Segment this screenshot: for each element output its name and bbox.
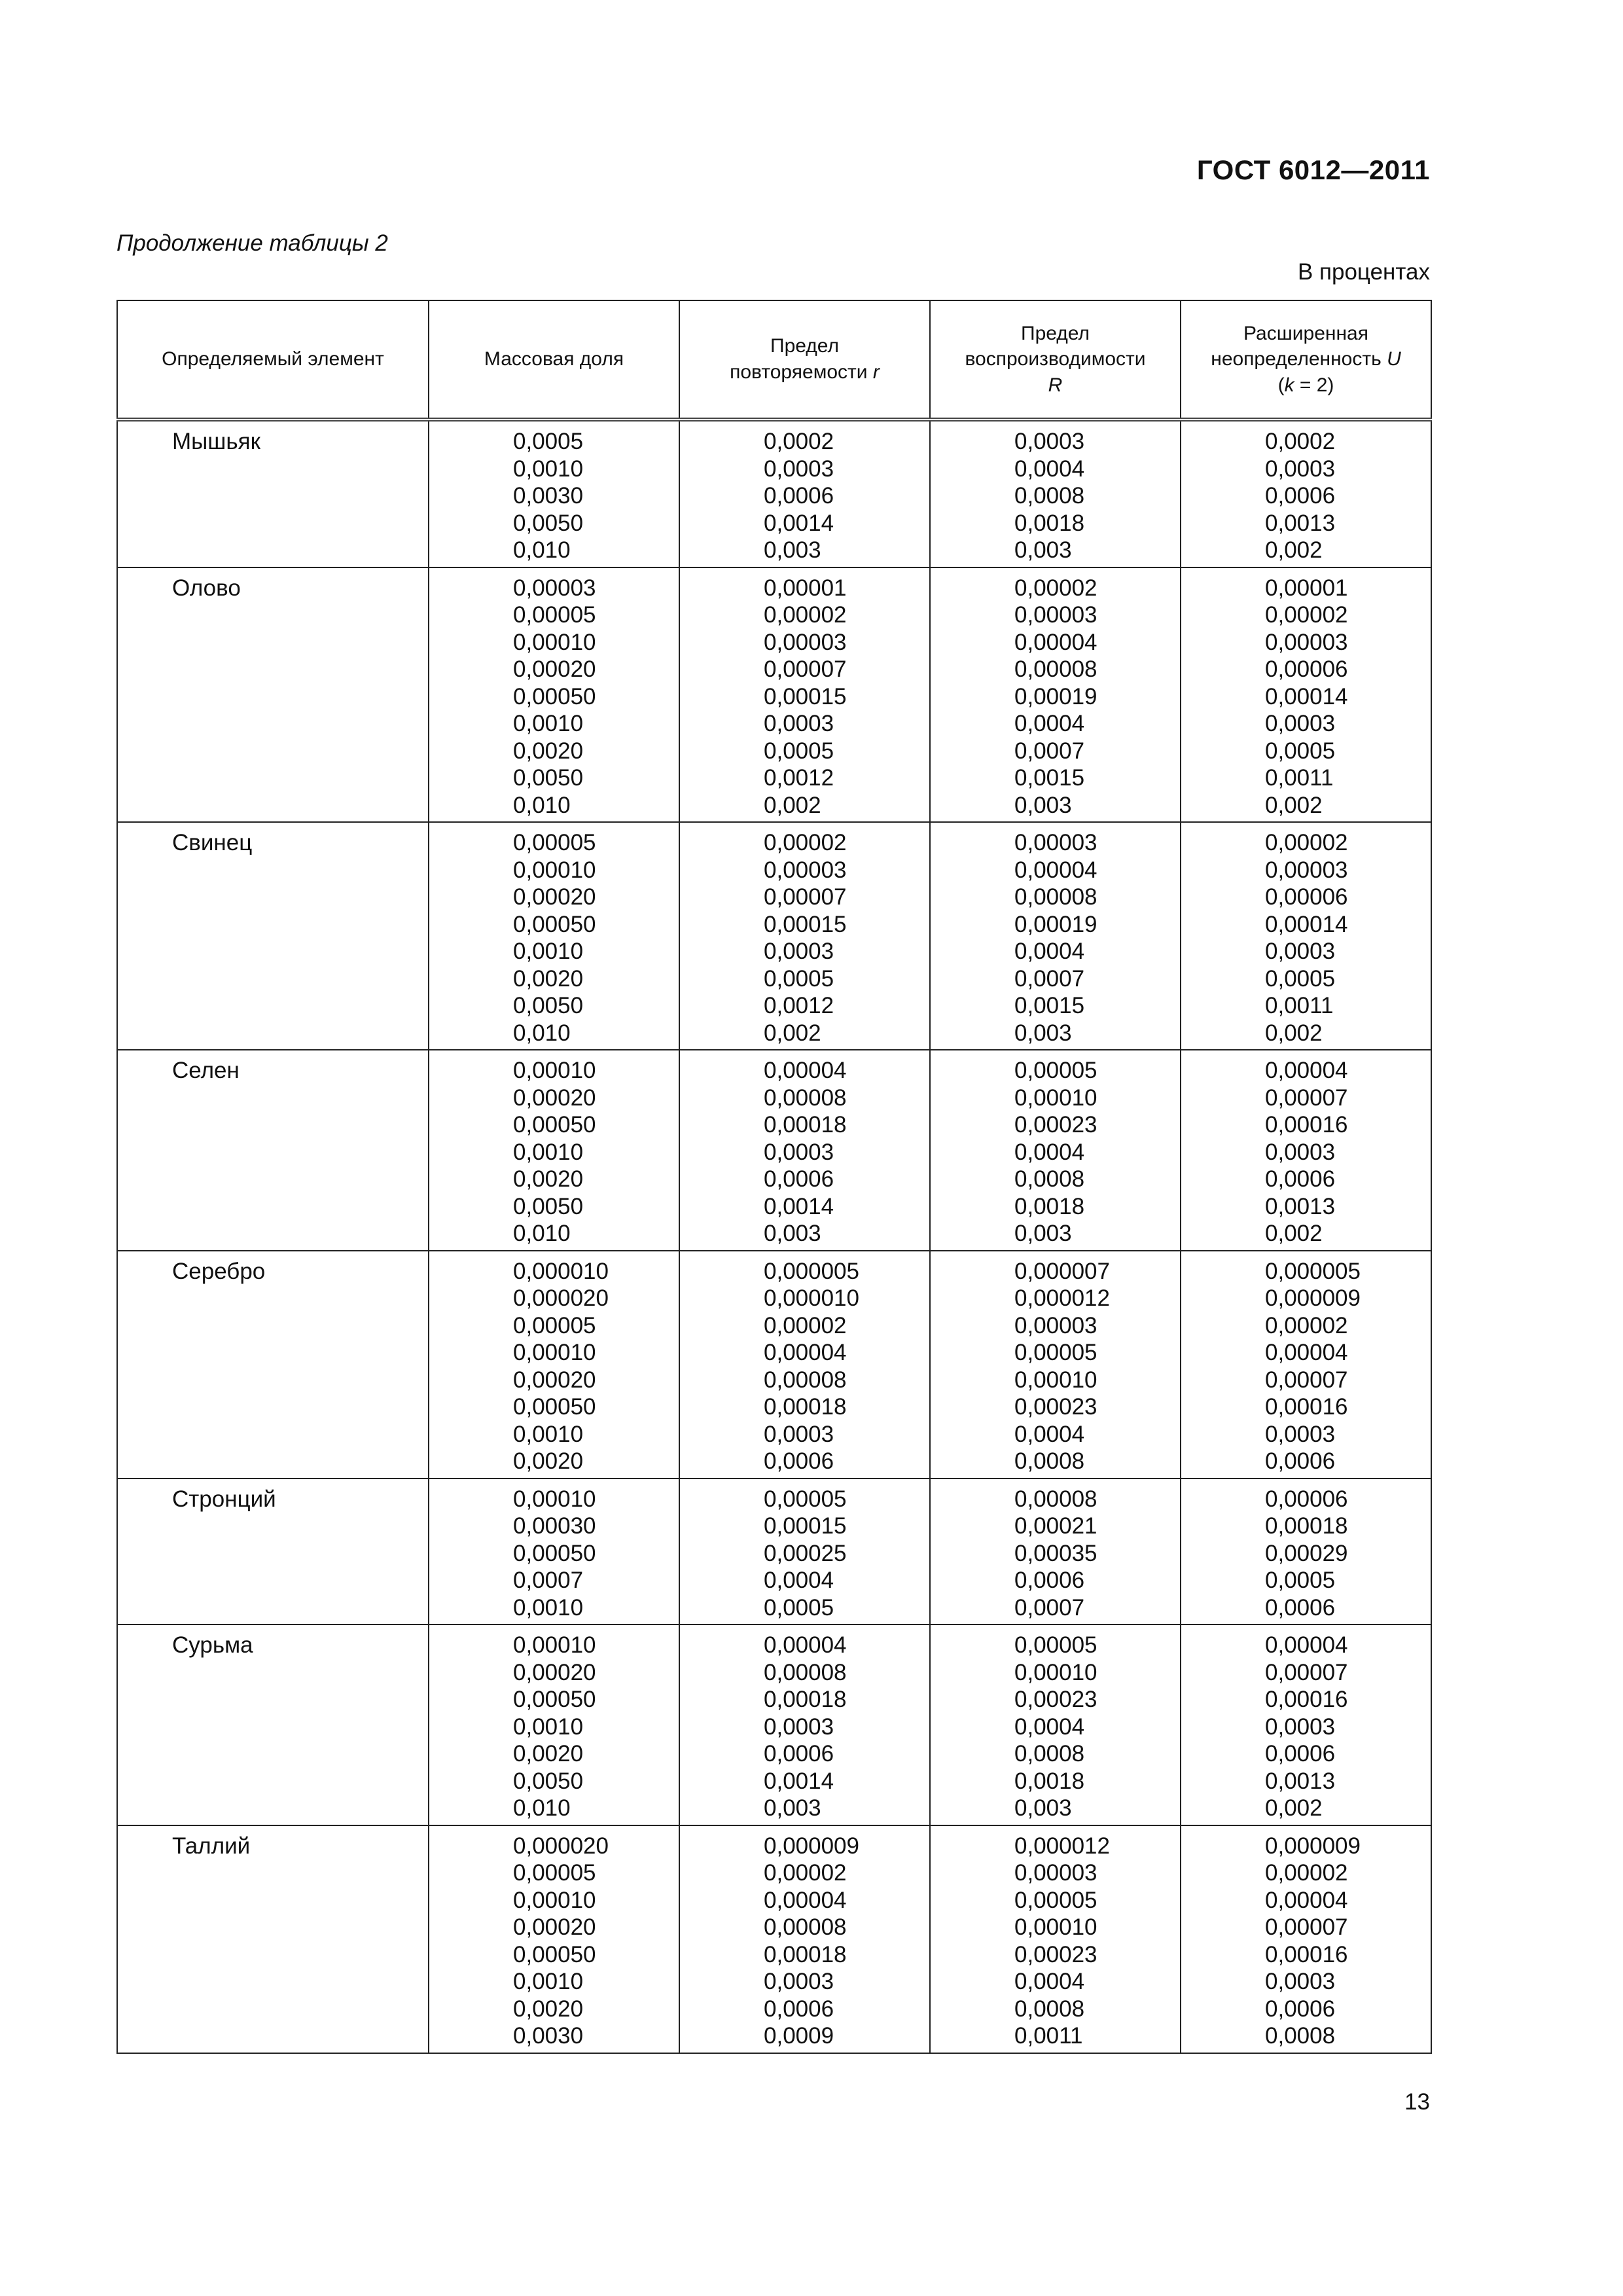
uncertainty-cell	[1181, 1825, 1431, 2053]
element-name: Сурьма	[117, 1624, 429, 1825]
repeatability-value: 0,0004	[764, 1568, 834, 1593]
uncertainty-value: 0,002	[1265, 792, 1323, 818]
mass-fraction-cell	[429, 567, 679, 823]
reproducibility-value: 0,00005	[1014, 1887, 1097, 1913]
reproducibility-value: 0,00010	[1014, 1914, 1097, 1940]
reproducibility-value: 0,0007	[1014, 738, 1085, 764]
uncertainty-value: 0,00014	[1265, 683, 1348, 709]
header-uncertainty-coverage: (k = 2)	[1277, 374, 1334, 396]
mass-fraction-value: 0,00010	[513, 1887, 596, 1913]
uncertainty-value: 0,000009	[1265, 1285, 1361, 1311]
reproducibility-value: 0,00003	[1014, 830, 1097, 855]
uncertainty-value: 0,00004	[1265, 1340, 1348, 1365]
repeatability-value: 0,00025	[764, 1540, 847, 1566]
reproducibility-value: 0,0008	[1014, 1166, 1085, 1192]
uncertainty-value: 0,0005	[1265, 965, 1336, 992]
reproducibility-value: 0,0004	[1014, 939, 1085, 964]
mass-fraction-value: 0,0030	[513, 2023, 584, 2049]
reproducibility-value: 0,00023	[1014, 1941, 1097, 1967]
reproducibility-value: 0,000012	[1014, 1833, 1110, 1859]
table-header-row	[117, 300, 1431, 420]
uncertainty-value: 0,002	[1265, 1020, 1323, 1046]
mass-fraction-value: 0,00050	[513, 1941, 596, 1967]
uncertainty-cell	[1181, 567, 1431, 823]
uncertainty-cell	[1181, 1050, 1431, 1251]
uncertainty-value: 0,000009	[1265, 1833, 1361, 1859]
uncertainty-value: 0,00018	[1265, 1513, 1348, 1539]
reproducibility-value: 0,00021	[1014, 1513, 1097, 1539]
reproducibility-value: 0,0004	[1014, 456, 1085, 482]
repeatability-value: 0,0003	[764, 1421, 834, 1447]
reproducibility-cell	[930, 1050, 1181, 1251]
reproducibility-value: 0,00005	[1014, 1632, 1097, 1658]
mass-fraction-value: 0,0010	[513, 1969, 584, 1994]
reproducibility-value: 0,003	[1014, 792, 1072, 818]
repeatability-value: 0,0003	[764, 1713, 834, 1740]
mass-fraction-value: 0,00050	[513, 1687, 596, 1712]
mass-fraction-value: 0,00020	[513, 656, 596, 682]
header-element-text: Определяемый элемент	[162, 348, 384, 370]
reproducibility-cell	[930, 1251, 1181, 1479]
mass-fraction-value: 0,00010	[513, 857, 596, 883]
mass-fraction-value: 0,00020	[513, 1085, 596, 1111]
uncertainty-value: 0,0006	[1265, 1996, 1336, 2022]
mass-fraction-value: 0,0050	[513, 1193, 584, 1219]
table-row	[117, 567, 1431, 823]
repeatability-cell	[679, 1624, 930, 1825]
reproducibility-cell	[930, 1825, 1181, 2053]
repeatability-value: 0,003	[764, 1221, 821, 1246]
mass-fraction-value: 0,00050	[513, 1112, 596, 1138]
repeatability-value: 0,000005	[764, 1258, 859, 1284]
reproducibility-value: 0,003	[1014, 1020, 1072, 1046]
reproducibility-value: 0,00008	[1014, 656, 1097, 682]
uncertainty-value: 0,00007	[1265, 1659, 1348, 1685]
reproducibility-value: 0,0007	[1014, 1594, 1085, 1621]
table-row	[117, 420, 1431, 567]
repeatability-value: 0,003	[764, 537, 821, 563]
table-row	[117, 1479, 1431, 1625]
element-name: Мышьяк	[117, 420, 429, 567]
reproducibility-value: 0,00004	[1014, 857, 1097, 883]
mass-fraction-value: 0,00005	[513, 602, 596, 628]
uncertainty-value: 0,0006	[1265, 1448, 1336, 1474]
mass-fraction-value: 0,0005	[513, 429, 584, 454]
uncertainty-value: 0,0003	[1265, 1421, 1336, 1447]
header-repeatability-symbol: r	[872, 361, 880, 383]
reproducibility-cell	[930, 420, 1181, 567]
uncertainty-value: 0,00002	[1265, 830, 1348, 855]
mass-fraction-value: 0,00020	[513, 1367, 596, 1393]
uncertainty-value: 0,00029	[1265, 1540, 1348, 1566]
units-note: В процентах	[1297, 259, 1430, 285]
repeatability-value: 0,0012	[764, 765, 834, 791]
mass-fraction-value: 0,000010	[513, 1258, 609, 1284]
reproducibility-value: 0,0004	[1014, 1421, 1085, 1447]
mass-fraction-value: 0,0010	[513, 456, 584, 482]
repeatability-value: 0,0005	[764, 738, 834, 764]
repeatability-value: 0,0003	[764, 1139, 834, 1165]
reproducibility-value: 0,003	[1014, 1221, 1072, 1246]
mass-fraction-value: 0,0010	[513, 1713, 584, 1740]
uncertainty-value: 0,002	[1265, 537, 1323, 563]
table-body	[117, 420, 1431, 2053]
repeatability-value: 0,0003	[764, 711, 834, 736]
uncertainty-value: 0,00014	[1265, 911, 1348, 937]
mass-fraction-value: 0,0020	[513, 1448, 584, 1474]
reproducibility-value: 0,00008	[1014, 884, 1097, 910]
mass-fraction-value: 0,010	[513, 1795, 571, 1821]
reproducibility-value: 0,003	[1014, 1795, 1072, 1821]
uncertainty-value: 0,0006	[1265, 483, 1336, 509]
uncertainty-value: 0,0006	[1265, 1594, 1336, 1621]
reproducibility-value: 0,00003	[1014, 602, 1097, 628]
uncertainty-value: 0,0013	[1265, 1768, 1336, 1794]
mass-fraction-value: 0,0050	[513, 1768, 584, 1794]
uncertainty-cell	[1181, 1624, 1431, 1825]
repeatability-value: 0,00018	[764, 1687, 847, 1712]
repeatability-value: 0,0006	[764, 1996, 834, 2022]
mass-fraction-value: 0,00010	[513, 629, 596, 655]
repeatability-cell	[679, 420, 930, 567]
mass-fraction-value: 0,00050	[513, 1540, 596, 1566]
repeatability-value: 0,0003	[764, 456, 834, 482]
reproducibility-value: 0,00008	[1014, 1486, 1097, 1512]
mass-fraction-value: 0,00010	[513, 1632, 596, 1658]
mass-fraction-value: 0,000020	[513, 1285, 609, 1311]
repeatability-value: 0,0002	[764, 429, 834, 454]
header-uncertainty	[1181, 300, 1431, 420]
repeatability-value: 0,00001	[764, 575, 847, 601]
uncertainty-value: 0,00004	[1265, 1887, 1348, 1913]
uncertainty-value: 0,00006	[1265, 1486, 1348, 1512]
mass-fraction-value: 0,000020	[513, 1833, 609, 1859]
mass-fraction-value: 0,0020	[513, 1996, 584, 2022]
reproducibility-value: 0,0004	[1014, 711, 1085, 736]
reproducibility-value: 0,000012	[1014, 1285, 1110, 1311]
mass-fraction-cell	[429, 1050, 679, 1251]
repeatability-value: 0,00002	[764, 1860, 847, 1886]
mass-fraction-cell	[429, 1624, 679, 1825]
mass-fraction-value: 0,00020	[513, 1914, 596, 1940]
document-code: ГОСТ 6012—2011	[1196, 154, 1430, 185]
repeatability-value: 0,0006	[764, 1448, 834, 1474]
repeatability-value: 0,0009	[764, 2023, 834, 2049]
mass-fraction-value: 0,00050	[513, 683, 596, 709]
mass-fraction-value: 0,00005	[513, 830, 596, 855]
reproducibility-value: 0,00010	[1014, 1085, 1097, 1111]
mass-fraction-value: 0,0020	[513, 738, 584, 764]
mass-fraction-value: 0,0020	[513, 965, 584, 992]
uncertainty-value: 0,0003	[1265, 1139, 1336, 1165]
mass-fraction-value: 0,00020	[513, 1659, 596, 1685]
repeatability-cell	[679, 1825, 930, 2053]
mass-fraction-cell	[429, 822, 679, 1050]
repeatability-cell	[679, 822, 930, 1050]
uncertainty-value: 0,0005	[1265, 1568, 1336, 1593]
uncertainty-value: 0,0013	[1265, 510, 1336, 536]
uncertainty-value: 0,00007	[1265, 1367, 1348, 1393]
repeatability-value: 0,00002	[764, 1312, 847, 1338]
reproducibility-cell	[930, 567, 1181, 823]
repeatability-value: 0,0005	[764, 1594, 834, 1621]
header-reproducibility-text: Предел воспроизводимости	[965, 322, 1146, 370]
uncertainty-value: 0,00004	[1265, 1632, 1348, 1658]
repeatability-value: 0,00004	[764, 1058, 847, 1083]
uncertainty-value: 0,0008	[1265, 2023, 1336, 2049]
reproducibility-value: 0,00002	[1014, 575, 1097, 601]
uncertainty-value: 0,0003	[1265, 456, 1336, 482]
reproducibility-value: 0,00010	[1014, 1659, 1097, 1685]
uncertainty-cell	[1181, 822, 1431, 1050]
uncertainty-value: 0,002	[1265, 1795, 1323, 1821]
page-number: 13	[1404, 2089, 1430, 2115]
table-row	[117, 1825, 1431, 2053]
table-row	[117, 1050, 1431, 1251]
reproducibility-value: 0,0008	[1014, 483, 1085, 509]
uncertainty-value: 0,00006	[1265, 884, 1348, 910]
mass-fraction-value: 0,00020	[513, 884, 596, 910]
table-row	[117, 1624, 1431, 1825]
repeatability-value: 0,0006	[764, 1166, 834, 1192]
uncertainty-value: 0,0003	[1265, 939, 1336, 964]
reproducibility-value: 0,0008	[1014, 1448, 1085, 1474]
table-row	[117, 822, 1431, 1050]
repeatability-value: 0,00002	[764, 830, 847, 855]
uncertainty-value: 0,0011	[1265, 993, 1334, 1018]
mass-fraction-value: 0,00003	[513, 575, 596, 601]
mass-fraction-value: 0,0030	[513, 483, 584, 509]
repeatability-cell	[679, 1050, 930, 1251]
repeatability-value: 0,002	[764, 792, 821, 818]
reproducibility-value: 0,0006	[1014, 1568, 1085, 1593]
mass-fraction-value: 0,0050	[513, 510, 584, 536]
mass-fraction-value: 0,00005	[513, 1312, 596, 1338]
reproducibility-value: 0,00004	[1014, 629, 1097, 655]
repeatability-cell	[679, 1251, 930, 1479]
header-repeatability	[679, 300, 930, 420]
element-name: Селен	[117, 1050, 429, 1251]
mass-fraction-value: 0,0020	[513, 1741, 584, 1767]
mass-fraction-value: 0,00050	[513, 911, 596, 937]
reproducibility-value: 0,0007	[1014, 965, 1085, 992]
reproducibility-value: 0,003	[1014, 537, 1072, 563]
uncertainty-value: 0,0011	[1265, 765, 1334, 791]
mass-fraction-value: 0,00010	[513, 1340, 596, 1365]
mass-fraction-cell	[429, 420, 679, 567]
reproducibility-value: 0,0008	[1014, 1996, 1085, 2022]
repeatability-value: 0,0014	[764, 1768, 834, 1794]
reproducibility-value: 0,0003	[1014, 429, 1085, 454]
repeatability-value: 0,00002	[764, 602, 847, 628]
uncertainty-cell	[1181, 420, 1431, 567]
repeatability-value: 0,00004	[764, 1340, 847, 1365]
reproducibility-value: 0,00023	[1014, 1394, 1097, 1420]
uncertainty-value: 0,002	[1265, 1221, 1323, 1246]
repeatability-value: 0,00018	[764, 1941, 847, 1967]
reproducibility-value: 0,00019	[1014, 911, 1097, 937]
repeatability-value: 0,00003	[764, 629, 847, 655]
repeatability-value: 0,00007	[764, 656, 847, 682]
header-element	[117, 300, 429, 420]
reproducibility-value: 0,0008	[1014, 1741, 1085, 1767]
reproducibility-value: 0,0004	[1014, 1713, 1085, 1740]
mass-fraction-value: 0,0010	[513, 939, 584, 964]
repeatability-value: 0,0006	[764, 1741, 834, 1767]
reproducibility-value: 0,00003	[1014, 1312, 1097, 1338]
mass-fraction-value: 0,0010	[513, 1139, 584, 1165]
repeatability-value: 0,00003	[764, 857, 847, 883]
uncertainty-value: 0,00003	[1265, 629, 1348, 655]
element-name: Таллий	[117, 1825, 429, 2053]
repeatability-value: 0,0014	[764, 510, 834, 536]
repeatability-value: 0,00007	[764, 884, 847, 910]
reproducibility-value: 0,00023	[1014, 1112, 1097, 1138]
mass-fraction-value: 0,010	[513, 792, 571, 818]
mass-fraction-value: 0,00010	[513, 1058, 596, 1083]
reproducibility-value: 0,0011	[1014, 2023, 1083, 2049]
reproducibility-value: 0,000007	[1014, 1258, 1110, 1284]
uncertainty-value: 0,0005	[1265, 738, 1336, 764]
header-uncertainty-symbol: U	[1387, 348, 1401, 370]
repeatability-value: 0,00015	[764, 1513, 847, 1539]
reproducibility-value: 0,0018	[1014, 1768, 1085, 1794]
uncertainty-value: 0,00006	[1265, 656, 1348, 682]
repeatability-cell	[679, 1479, 930, 1625]
reproducibility-value: 0,0015	[1014, 765, 1085, 791]
uncertainty-value: 0,0006	[1265, 1166, 1336, 1192]
reproducibility-value: 0,00005	[1014, 1058, 1097, 1083]
reproducibility-value: 0,00019	[1014, 683, 1097, 709]
uncertainty-value: 0,0003	[1265, 1969, 1336, 1994]
mass-fraction-value: 0,0010	[513, 1594, 584, 1621]
repeatability-value: 0,00008	[764, 1659, 847, 1685]
uncertainty-cell	[1181, 1479, 1431, 1625]
reproducibility-cell	[930, 1624, 1181, 1825]
uncertainty-value: 0,0003	[1265, 711, 1336, 736]
table-row	[117, 1251, 1431, 1479]
header-mass-text: Массовая доля	[484, 348, 624, 370]
repeatability-value: 0,00005	[764, 1486, 847, 1512]
reproducibility-value: 0,0018	[1014, 1193, 1085, 1219]
repeatability-value: 0,00018	[764, 1112, 847, 1138]
repeatability-value: 0,0005	[764, 965, 834, 992]
mass-fraction-value: 0,0007	[513, 1568, 584, 1593]
repeatability-value: 0,00008	[764, 1367, 847, 1393]
repeatability-value: 0,000010	[764, 1285, 859, 1311]
repeatability-value: 0,00008	[764, 1085, 847, 1111]
uncertainty-value: 0,00001	[1265, 575, 1348, 601]
element-name: Олово	[117, 567, 429, 823]
reproducibility-value: 0,00003	[1014, 1860, 1097, 1886]
mass-fraction-value: 0,0050	[513, 993, 584, 1018]
mass-fraction-cell	[429, 1825, 679, 2053]
uncertainty-value: 0,0002	[1265, 429, 1336, 454]
reproducibility-value: 0,00035	[1014, 1540, 1097, 1566]
repeatability-value: 0,0003	[764, 1969, 834, 1994]
reproducibility-cell	[930, 1479, 1181, 1625]
mass-fraction-cell	[429, 1251, 679, 1479]
mass-fraction-value: 0,00010	[513, 1486, 596, 1512]
repeatability-value: 0,003	[764, 1795, 821, 1821]
element-name: Свинец	[117, 822, 429, 1050]
reproducibility-cell	[930, 822, 1181, 1050]
repeatability-value: 0,00004	[764, 1887, 847, 1913]
repeatability-value: 0,00015	[764, 683, 847, 709]
header-reproducibility-symbol: R	[1048, 374, 1063, 396]
uncertainty-value: 0,0003	[1265, 1713, 1336, 1740]
repeatability-value: 0,002	[764, 1020, 821, 1046]
header-mass-fraction	[429, 300, 679, 420]
reproducibility-value: 0,00010	[1014, 1367, 1097, 1393]
mass-fraction-value: 0,0010	[513, 1421, 584, 1447]
uncertainty-value: 0,00002	[1265, 1312, 1348, 1338]
mass-fraction-value: 0,0050	[513, 765, 584, 791]
reproducibility-value: 0,0015	[1014, 993, 1085, 1018]
header-repeatability-text: Предел повторяемости	[730, 335, 868, 383]
repeatability-value: 0,0012	[764, 993, 834, 1018]
uncertainty-value: 0,00007	[1265, 1085, 1348, 1111]
mass-fraction-value: 0,0020	[513, 1166, 584, 1192]
repeatability-value: 0,0006	[764, 483, 834, 509]
repeatability-value: 0,0014	[764, 1193, 834, 1219]
uncertainty-value: 0,00007	[1265, 1914, 1348, 1940]
mass-fraction-value: 0,010	[513, 537, 571, 563]
repeatability-value: 0,000009	[764, 1833, 859, 1859]
element-name: Серебро	[117, 1251, 429, 1479]
header-uncertainty-text: Расширенная неопределенность	[1211, 322, 1382, 370]
uncertainty-value: 0,00016	[1265, 1394, 1348, 1420]
element-name: Стронций	[117, 1479, 429, 1625]
uncertainty-value: 0,00002	[1265, 602, 1348, 628]
reproducibility-value: 0,00005	[1014, 1340, 1097, 1365]
reproducibility-value: 0,0018	[1014, 510, 1085, 536]
uncertainty-value: 0,00002	[1265, 1860, 1348, 1886]
header-reproducibility	[930, 300, 1181, 420]
repeatability-value: 0,00018	[764, 1394, 847, 1420]
table-continuation-caption: Продолжение таблицы 2	[116, 230, 388, 256]
uncertainty-value: 0,000005	[1265, 1258, 1361, 1284]
uncertainty-value: 0,0013	[1265, 1193, 1336, 1219]
reproducibility-value: 0,00023	[1014, 1687, 1097, 1712]
uncertainty-value: 0,00003	[1265, 857, 1348, 883]
mass-fraction-value: 0,00005	[513, 1860, 596, 1886]
mass-fraction-value: 0,010	[513, 1020, 571, 1046]
mass-fraction-value: 0,0010	[513, 711, 584, 736]
repeatability-value: 0,0003	[764, 939, 834, 964]
uncertainty-value: 0,00016	[1265, 1112, 1348, 1138]
uncertainty-value: 0,00016	[1265, 1941, 1348, 1967]
repeatability-value: 0,00015	[764, 911, 847, 937]
mass-fraction-value: 0,00030	[513, 1513, 596, 1539]
uncertainty-cell	[1181, 1251, 1431, 1479]
mass-fraction-value: 0,00050	[513, 1394, 596, 1420]
repeatability-value: 0,00004	[764, 1632, 847, 1658]
reproducibility-value: 0,0004	[1014, 1139, 1085, 1165]
uncertainty-value: 0,00004	[1265, 1058, 1348, 1083]
uncertainty-value: 0,00016	[1265, 1687, 1348, 1712]
reproducibility-value: 0,0004	[1014, 1969, 1085, 1994]
results-table	[116, 300, 1432, 2054]
uncertainty-value: 0,0006	[1265, 1741, 1336, 1767]
mass-fraction-value: 0,010	[513, 1221, 571, 1246]
repeatability-value: 0,00008	[764, 1914, 847, 1940]
mass-fraction-cell	[429, 1479, 679, 1625]
repeatability-cell	[679, 567, 930, 823]
